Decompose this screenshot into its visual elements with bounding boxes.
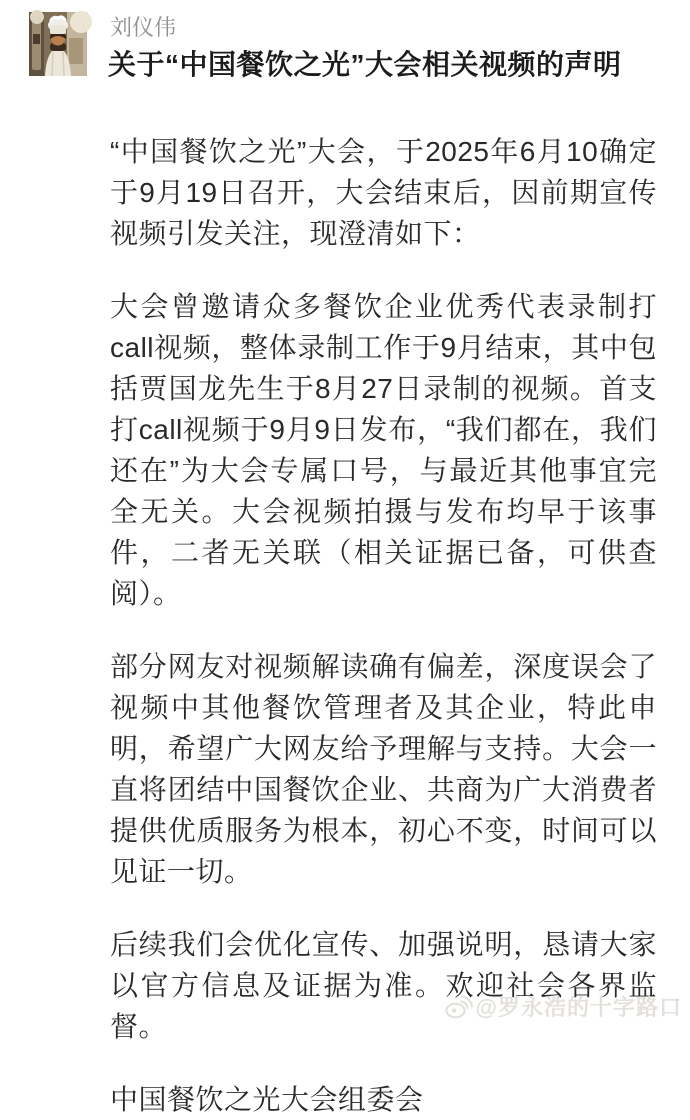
post-paragraph: 大会曾邀请众多餐饮企业优秀代表录制打call视频，整体录制工作于9月结束，其中包括贾国龙先生于8月27日录制的视频。首支打call视频于9月9日发布，“我们都在，我们还在”为大会专属口号，与最近其他事宜完全无关。大会视频拍摄与发布均早于该事件，二者无关联（相关证据已备，可供查阅）。 [110,291,657,609]
chef-avatar-image [29,12,87,76]
watermark-handle: @罗永浩的十字路口 [475,995,682,1020]
weibo-logo-icon [445,995,471,1019]
avatar[interactable] [29,12,87,76]
post-paragraph: 后续我们会优化宣传、加强说明，恳请大家以官方信息及证据为准。欢迎社会各界监督。 [110,929,657,1042]
post-title: 关于“中国餐饮之光”大会相关视频的声明 [108,49,622,80]
watermark [445,991,682,1022]
post-body [110,131,657,1120]
post-signoff: 中国餐饮之光大会组委会 [110,1084,424,1115]
username[interactable]: 刘仪伟 [110,15,177,40]
post-paragraph: 部分网友对视频解读确有偏差，深度误会了视频中其他餐饮管理者及其企业，特此申明，希望广大网友给予理解与支持。大会一直将团结中国餐饮企业、共商为广大消费者提供优质服务为根本，初心不变，时间可以见证一切。 [110,651,657,887]
post-paragraph: “中国餐饮之光”大会，于2025年6月10确定于9月19日召开，大会结束后，因前期宣传视频引发关注，现澄清如下： [110,136,657,249]
